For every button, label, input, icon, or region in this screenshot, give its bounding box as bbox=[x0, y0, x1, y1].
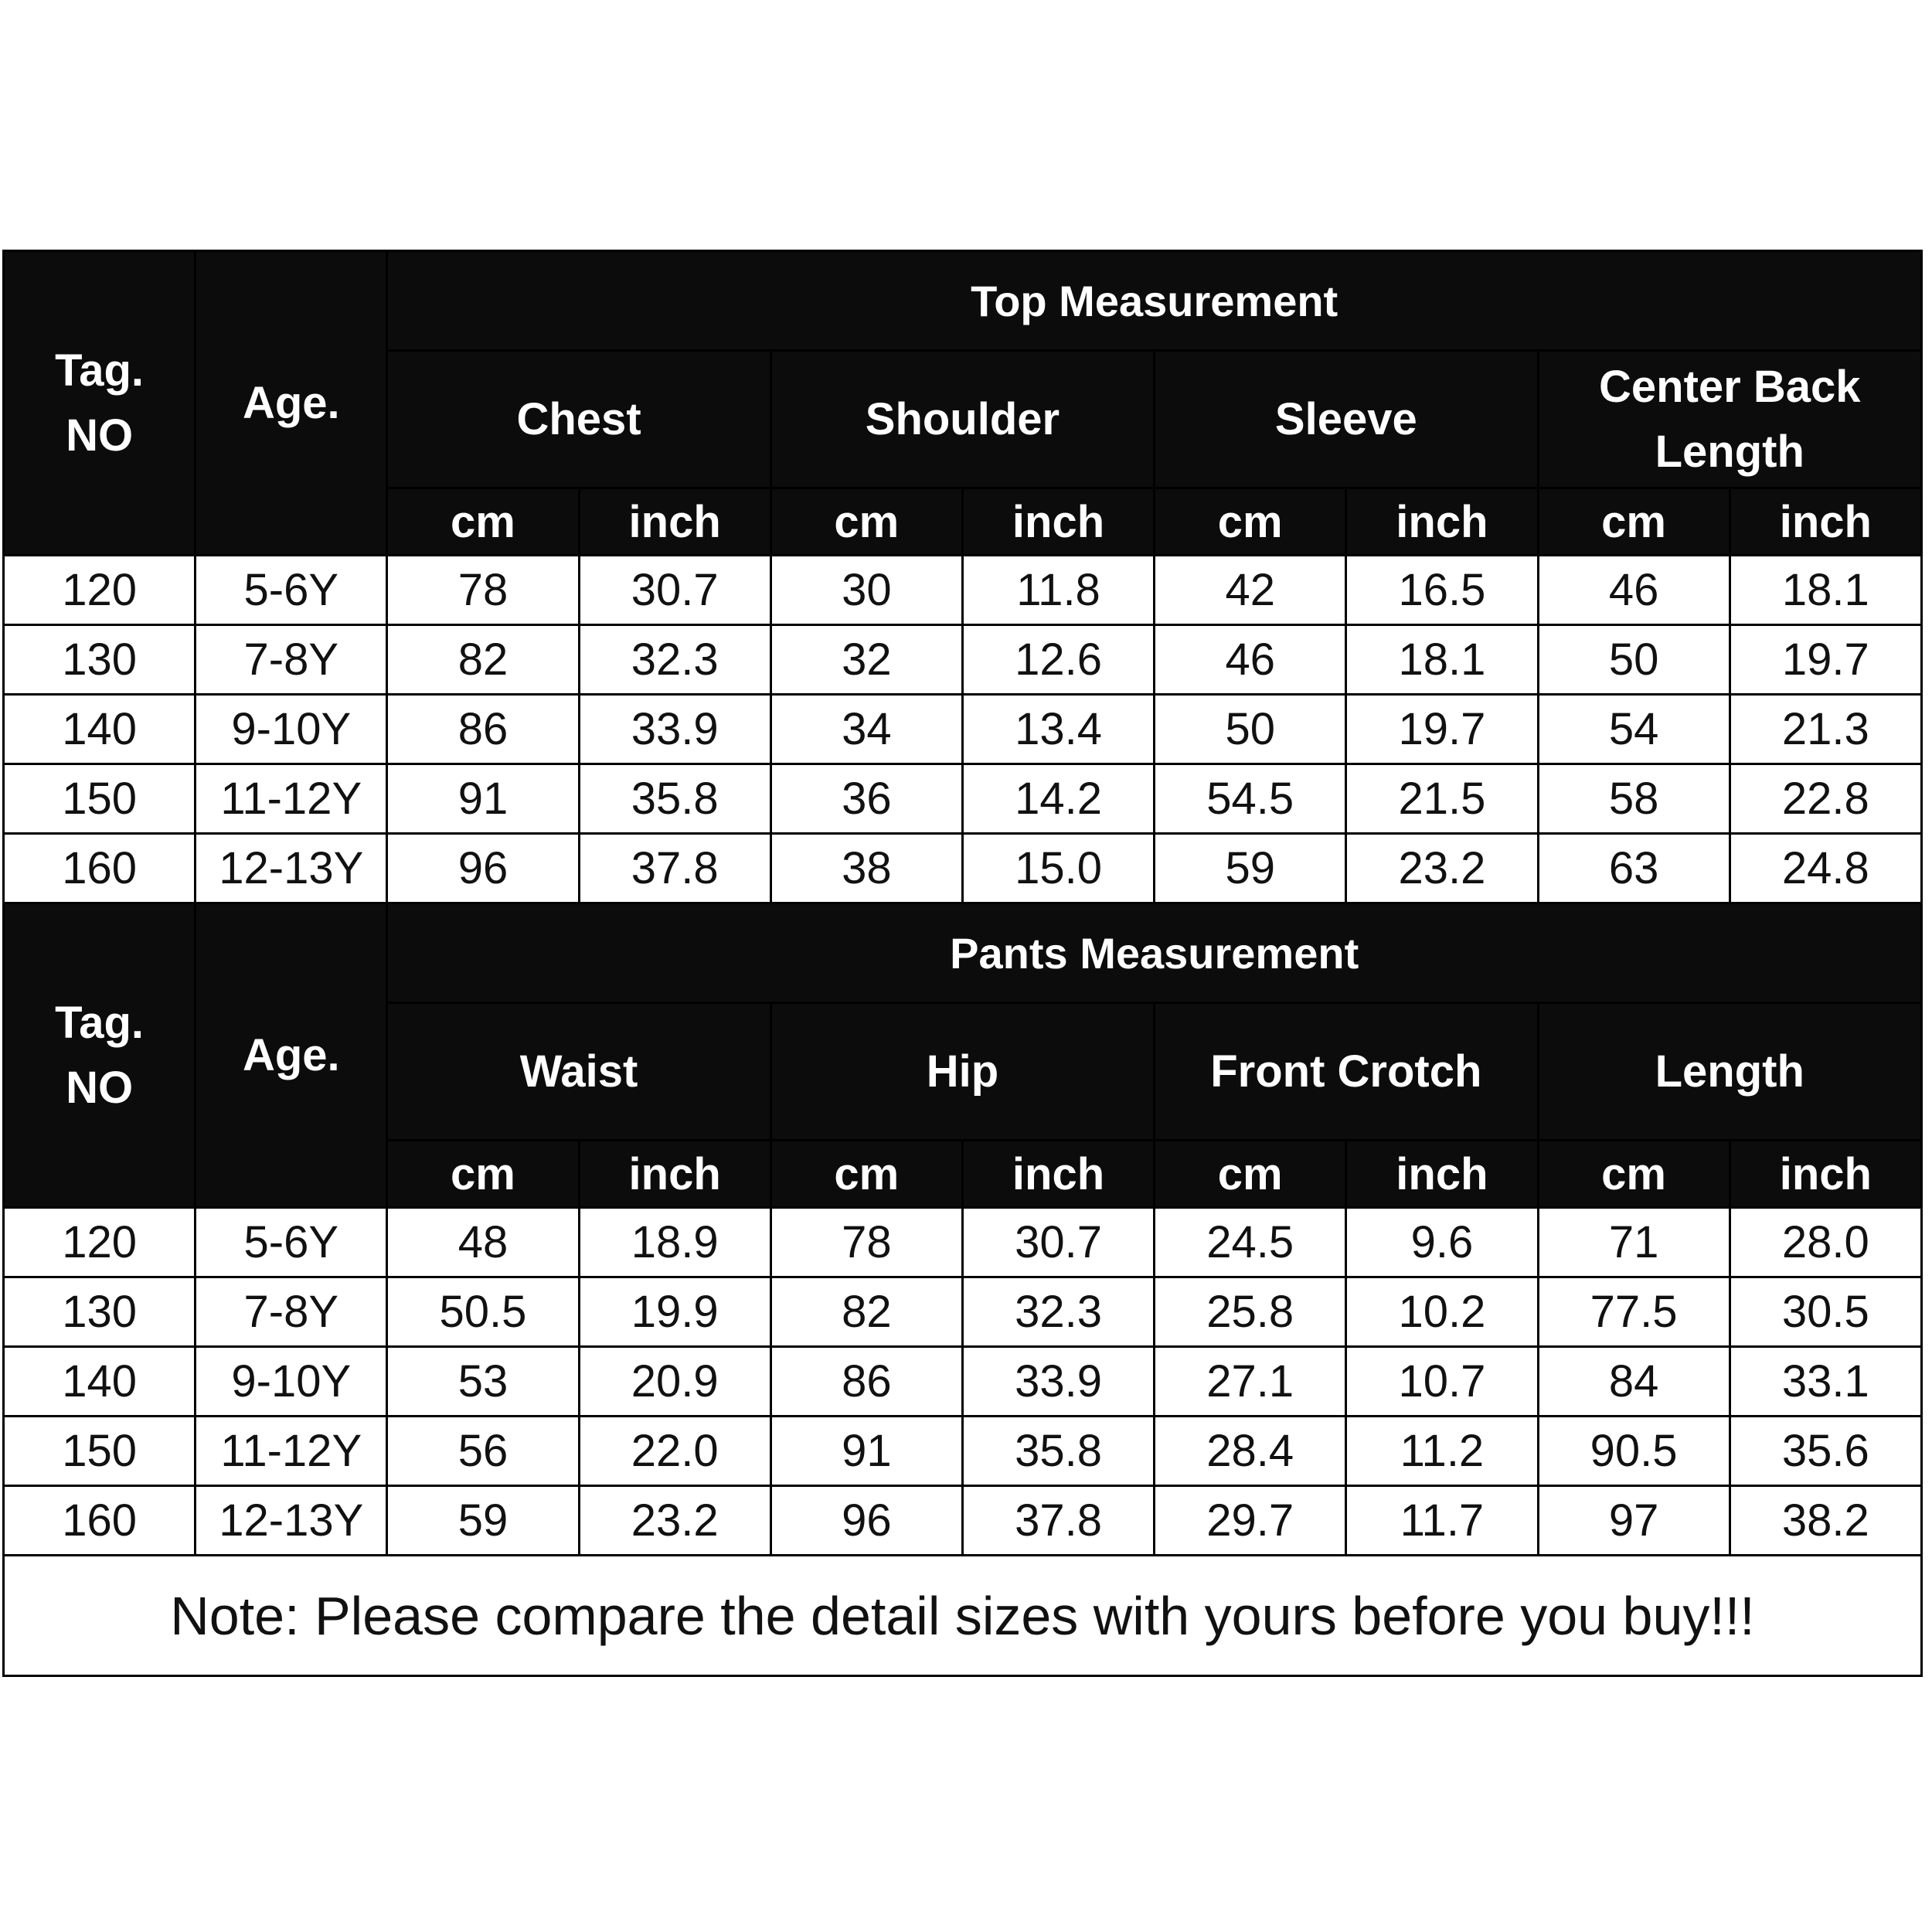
value-cell: 82 bbox=[387, 625, 579, 695]
value-cell: 35.8 bbox=[962, 1417, 1154, 1486]
pants-unit-header: inch bbox=[579, 1141, 770, 1208]
value-cell: 86 bbox=[770, 1347, 962, 1417]
top-unit-header: inch bbox=[1730, 488, 1921, 556]
value-cell: 29.7 bbox=[1155, 1486, 1346, 1556]
value-cell: 35.6 bbox=[1730, 1417, 1921, 1486]
top-tag-header: Tag. NO bbox=[4, 251, 196, 556]
value-cell: 91 bbox=[387, 764, 579, 834]
value-cell: 96 bbox=[387, 834, 579, 903]
value-cell: 18.9 bbox=[579, 1208, 770, 1277]
value-cell: 78 bbox=[770, 1208, 962, 1277]
value-cell: 38.2 bbox=[1730, 1486, 1921, 1556]
value-cell: 18.1 bbox=[1346, 625, 1538, 695]
value-cell: 23.2 bbox=[1346, 834, 1538, 903]
top-unit-header: inch bbox=[579, 488, 770, 556]
value-cell: 30.7 bbox=[579, 556, 770, 625]
value-cell: 78 bbox=[387, 556, 579, 625]
value-cell: 28.4 bbox=[1155, 1417, 1346, 1486]
age-cell: 12-13Y bbox=[196, 834, 387, 903]
value-cell: 36 bbox=[770, 764, 962, 834]
age-cell: 11-12Y bbox=[196, 764, 387, 834]
value-cell: 11.8 bbox=[962, 556, 1154, 625]
pants-age-header: Age. bbox=[196, 903, 387, 1208]
value-cell: 53 bbox=[387, 1347, 579, 1417]
value-cell: 56 bbox=[387, 1417, 579, 1486]
value-cell: 50 bbox=[1155, 695, 1346, 764]
value-cell: 24.5 bbox=[1155, 1208, 1346, 1277]
value-cell: 12.6 bbox=[962, 625, 1154, 695]
top-unit-header: cm bbox=[1538, 488, 1730, 556]
value-cell: 59 bbox=[1155, 834, 1346, 903]
value-cell: 20.9 bbox=[579, 1347, 770, 1417]
value-cell: 35.8 bbox=[579, 764, 770, 834]
size-table bbox=[2, 250, 1923, 1556]
value-cell: 27.1 bbox=[1155, 1347, 1346, 1417]
age-cell: 7-8Y bbox=[196, 1277, 387, 1347]
pants-section-title: Pants Measurement bbox=[387, 903, 1922, 1003]
tag-cell: 140 bbox=[4, 695, 196, 764]
table-row bbox=[4, 1208, 1922, 1277]
tag-cell: 150 bbox=[4, 1417, 196, 1486]
value-cell: 90.5 bbox=[1538, 1417, 1730, 1486]
top-title-row bbox=[4, 251, 1922, 351]
value-cell: 46 bbox=[1155, 625, 1346, 695]
age-cell: 9-10Y bbox=[196, 1347, 387, 1417]
table-row bbox=[4, 1486, 1922, 1556]
top-group-header: Center Back Length bbox=[1538, 351, 1922, 488]
table-row bbox=[4, 1347, 1922, 1417]
value-cell: 16.5 bbox=[1346, 556, 1538, 625]
value-cell: 13.4 bbox=[962, 695, 1154, 764]
value-cell: 24.8 bbox=[1730, 834, 1921, 903]
value-cell: 91 bbox=[770, 1417, 962, 1486]
value-cell: 19.7 bbox=[1346, 695, 1538, 764]
value-cell: 86 bbox=[387, 695, 579, 764]
value-cell: 59 bbox=[387, 1486, 579, 1556]
value-cell: 82 bbox=[770, 1277, 962, 1347]
pants-unit-header: cm bbox=[387, 1141, 579, 1208]
value-cell: 71 bbox=[1538, 1208, 1730, 1277]
value-cell: 32.3 bbox=[579, 625, 770, 695]
pants-measurement-section bbox=[4, 903, 1922, 1556]
note-text: Note: Please compare the detail sizes with yours before you buy!!! bbox=[2, 1556, 1923, 1677]
age-cell: 11-12Y bbox=[196, 1417, 387, 1486]
value-cell: 23.2 bbox=[579, 1486, 770, 1556]
tag-cell: 160 bbox=[4, 1486, 196, 1556]
pants-tag-header: Tag. NO bbox=[4, 903, 196, 1208]
value-cell: 30.7 bbox=[962, 1208, 1154, 1277]
value-cell: 38 bbox=[770, 834, 962, 903]
top-group-header: Shoulder bbox=[770, 351, 1154, 488]
value-cell: 11.7 bbox=[1346, 1486, 1538, 1556]
value-cell: 42 bbox=[1155, 556, 1346, 625]
value-cell: 33.1 bbox=[1730, 1347, 1921, 1417]
value-cell: 50 bbox=[1538, 625, 1730, 695]
tag-cell: 120 bbox=[4, 1208, 196, 1277]
value-cell: 19.9 bbox=[579, 1277, 770, 1347]
value-cell: 22.8 bbox=[1730, 764, 1921, 834]
value-cell: 10.2 bbox=[1346, 1277, 1538, 1347]
pants-unit-header: cm bbox=[1538, 1141, 1730, 1208]
value-cell: 48 bbox=[387, 1208, 579, 1277]
table-row bbox=[4, 625, 1922, 695]
value-cell: 77.5 bbox=[1538, 1277, 1730, 1347]
pants-group-header: Hip bbox=[770, 1003, 1154, 1141]
value-cell: 10.7 bbox=[1346, 1347, 1538, 1417]
value-cell: 14.2 bbox=[962, 764, 1154, 834]
pants-unit-header: inch bbox=[962, 1141, 1154, 1208]
top-age-header: Age. bbox=[196, 251, 387, 556]
value-cell: 25.8 bbox=[1155, 1277, 1346, 1347]
age-cell: 7-8Y bbox=[196, 625, 387, 695]
pants-title-row bbox=[4, 903, 1922, 1003]
tag-cell: 130 bbox=[4, 625, 196, 695]
value-cell: 54 bbox=[1538, 695, 1730, 764]
table-row bbox=[4, 834, 1922, 903]
value-cell: 9.6 bbox=[1346, 1208, 1538, 1277]
age-cell: 5-6Y bbox=[196, 1208, 387, 1277]
value-cell: 54.5 bbox=[1155, 764, 1346, 834]
value-cell: 37.8 bbox=[579, 834, 770, 903]
age-cell: 9-10Y bbox=[196, 695, 387, 764]
pants-group-header: Front Crotch bbox=[1155, 1003, 1538, 1141]
value-cell: 15.0 bbox=[962, 834, 1154, 903]
table-row bbox=[4, 1277, 1922, 1347]
table-row bbox=[4, 764, 1922, 834]
value-cell: 84 bbox=[1538, 1347, 1730, 1417]
value-cell: 32.3 bbox=[962, 1277, 1154, 1347]
top-unit-header: cm bbox=[1155, 488, 1346, 556]
top-section-title: Top Measurement bbox=[387, 251, 1922, 351]
top-unit-header: inch bbox=[962, 488, 1154, 556]
value-cell: 58 bbox=[1538, 764, 1730, 834]
top-unit-header: inch bbox=[1346, 488, 1538, 556]
value-cell: 50.5 bbox=[387, 1277, 579, 1347]
top-group-header: Sleeve bbox=[1155, 351, 1538, 488]
table-row bbox=[4, 695, 1922, 764]
table-row bbox=[4, 1417, 1922, 1486]
top-measurement-section bbox=[4, 251, 1922, 903]
top-unit-header: cm bbox=[770, 488, 962, 556]
tag-cell: 140 bbox=[4, 1347, 196, 1417]
value-cell: 46 bbox=[1538, 556, 1730, 625]
pants-unit-header: cm bbox=[1155, 1141, 1346, 1208]
value-cell: 96 bbox=[770, 1486, 962, 1556]
value-cell: 34 bbox=[770, 695, 962, 764]
value-cell: 97 bbox=[1538, 1486, 1730, 1556]
value-cell: 33.9 bbox=[962, 1347, 1154, 1417]
value-cell: 33.9 bbox=[579, 695, 770, 764]
value-cell: 21.3 bbox=[1730, 695, 1921, 764]
value-cell: 11.2 bbox=[1346, 1417, 1538, 1486]
value-cell: 30 bbox=[770, 556, 962, 625]
pants-group-header: Waist bbox=[387, 1003, 770, 1141]
value-cell: 18.1 bbox=[1730, 556, 1921, 625]
tag-cell: 130 bbox=[4, 1277, 196, 1347]
top-unit-header: cm bbox=[387, 488, 579, 556]
tag-cell: 150 bbox=[4, 764, 196, 834]
table-row bbox=[4, 556, 1922, 625]
pants-unit-header: cm bbox=[770, 1141, 962, 1208]
age-cell: 12-13Y bbox=[196, 1486, 387, 1556]
top-group-header: Chest bbox=[387, 351, 770, 488]
size-chart bbox=[2, 250, 1923, 1677]
tag-cell: 120 bbox=[4, 556, 196, 625]
pants-group-header: Length bbox=[1538, 1003, 1922, 1141]
value-cell: 28.0 bbox=[1730, 1208, 1921, 1277]
value-cell: 63 bbox=[1538, 834, 1730, 903]
value-cell: 37.8 bbox=[962, 1486, 1154, 1556]
value-cell: 21.5 bbox=[1346, 764, 1538, 834]
tag-cell: 160 bbox=[4, 834, 196, 903]
value-cell: 19.7 bbox=[1730, 625, 1921, 695]
age-cell: 5-6Y bbox=[196, 556, 387, 625]
value-cell: 22.0 bbox=[579, 1417, 770, 1486]
pants-unit-header: inch bbox=[1730, 1141, 1921, 1208]
value-cell: 30.5 bbox=[1730, 1277, 1921, 1347]
pants-unit-header: inch bbox=[1346, 1141, 1538, 1208]
value-cell: 32 bbox=[770, 625, 962, 695]
